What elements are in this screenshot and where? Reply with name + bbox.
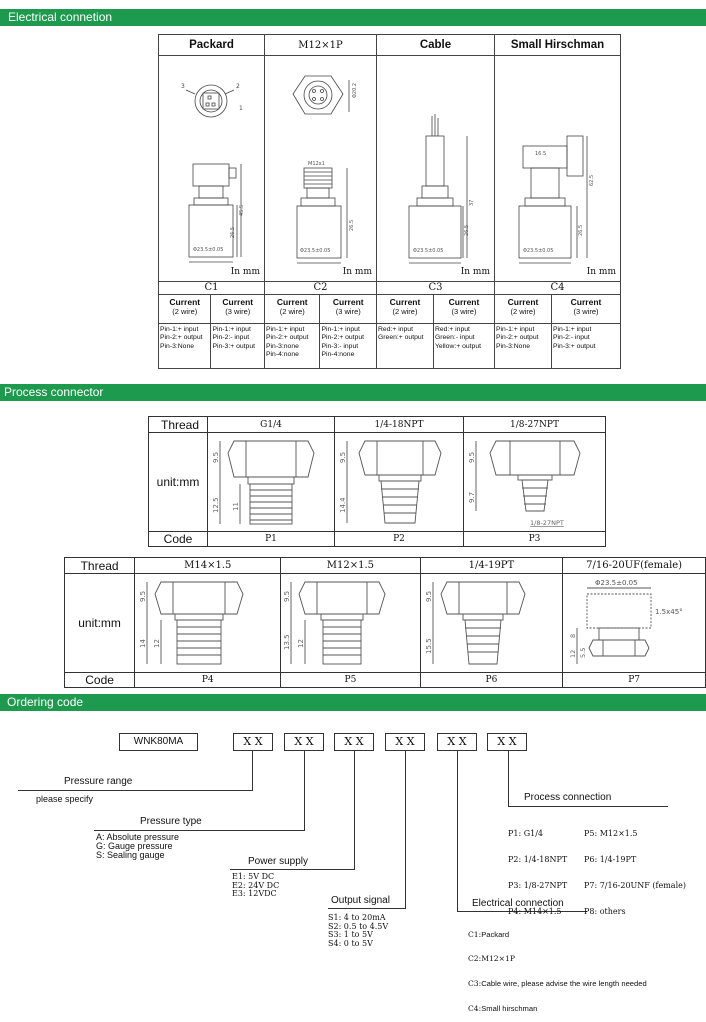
dim-label: 26.5 (578, 224, 584, 236)
dim-label: 15.5 (424, 638, 433, 654)
section-bar-electrical (0, 9, 706, 26)
dim-label: 8 (569, 633, 578, 638)
power-supply-list: E1: 5V DC E2: 24V DC E3: 12VDC (232, 872, 280, 899)
pin-list: Pin-1:+ input Pin-2:+ output Pin-3:None (495, 324, 552, 369)
connector-code-c4: C4 (495, 282, 621, 295)
dim-label: 9.5 (468, 451, 476, 463)
packard-drawing (159, 56, 265, 282)
pressure-range-title: Pressure range (64, 776, 133, 787)
code-p1: P1 (208, 532, 335, 547)
svg-text:2: 2 (236, 83, 240, 90)
m14-fitting-drawing (135, 574, 263, 672)
section-title: Process connector (4, 385, 104, 399)
code-p7: P7 (563, 673, 706, 688)
dim-label: 62.5 (589, 174, 595, 186)
pin-list: Red:+ input Green:+ output (377, 324, 434, 369)
npt18-fitting-drawing (464, 433, 605, 531)
p5-drawing (281, 574, 420, 673)
output-signal-list: S1: 4 to 20mA S2: 0.5 to 4.5V S3: 1 to 5V S4: 0 to 5V (328, 913, 389, 948)
m12-drawing (265, 56, 377, 282)
g14-fitting-drawing (208, 433, 334, 531)
leader-line (94, 830, 305, 831)
hirschman-connector-drawing (495, 56, 620, 281)
code-p2: P2 (335, 532, 464, 547)
dim-label: M12x1 (308, 161, 325, 167)
dim-label: 45.5 (239, 204, 245, 216)
dim-label: 9.5 (424, 590, 433, 602)
dim-label: Φ20.2 (352, 82, 358, 98)
leader-line (457, 751, 458, 912)
npt14-fitting-drawing (335, 433, 463, 531)
connector-code-c2: C2 (265, 282, 377, 295)
process-connection-title: Process connection (524, 792, 612, 803)
code-label: Code (65, 673, 135, 688)
pin-list: Pin-1:+ input Pin-2:- input Pin-3:+ output (552, 324, 621, 369)
code-slot-process: X X (487, 733, 527, 751)
dim-label: 12 (297, 639, 306, 648)
wire-header: Current (2 wire) (265, 295, 320, 324)
dim-label: 26.5 (464, 224, 470, 236)
dim-label: 12.5 (212, 497, 220, 513)
leader-line (405, 751, 406, 909)
packard-connector-drawing (159, 56, 264, 281)
code-slot-type: X X (284, 733, 324, 751)
pt14-fitting-drawing (421, 574, 546, 672)
header-cable: Cable (377, 35, 495, 56)
code-p5: P5 (281, 673, 420, 688)
thread-g14: G1/4 (208, 417, 335, 433)
code-slot-electrical: X X (437, 733, 477, 751)
pressure-type-title: Pressure type (140, 816, 202, 827)
p2-drawing (335, 433, 464, 532)
wire-header: Current (3 wire) (211, 295, 265, 324)
section-bar-ordering (0, 694, 706, 711)
p6-drawing (420, 574, 563, 673)
wire-header: Current (2 wire) (495, 295, 552, 324)
cable-connector-drawing (377, 56, 494, 281)
dim-label: Φ23.5±0.05 (523, 248, 554, 254)
thread-716-20uf: 7/16-20UF(female) (563, 558, 706, 574)
dim-label: 37 (469, 199, 475, 206)
wire-header: Current (2 wire) (377, 295, 434, 324)
dim-label: 26.5 (230, 226, 236, 238)
dim-label: 13.5 (283, 634, 292, 650)
uf716-fitting-drawing (563, 574, 688, 672)
unit-label: In mm (460, 267, 490, 277)
thread-m14: M14×1.5 (135, 558, 281, 574)
code-p4: P4 (135, 673, 281, 688)
header-m12: M12×1P (265, 35, 377, 56)
leader-line (252, 751, 253, 791)
thread-label: Thread (149, 417, 208, 433)
pin-list: Red:+ input Green:- input Yellow:+ output (433, 324, 494, 369)
dim-label: 1.5x45° (655, 608, 683, 616)
header-packard: Packard (159, 35, 265, 56)
dim-label: 5.5 (579, 647, 588, 658)
process-connection-list: P1: G1/4 P5: M12×1.5 P2: 1/4-18NPT P6: 1/4-19PT P3: 1/8-27NPT P7: 7/16-20UNF (female) P4: M14×1.5 P8: others (508, 829, 686, 916)
header-small-hirschman: Small Hirschman (495, 35, 621, 56)
dim-label: 14.4 (339, 497, 347, 513)
thread-14-18npt: 1/4-18NPT (335, 417, 464, 433)
wire-header: Current (3 wire) (552, 295, 621, 324)
p4-drawing (135, 574, 281, 673)
m12-connector-drawing (265, 56, 376, 281)
dim-label: Φ23.5±0.05 (300, 248, 331, 254)
leader-line (508, 806, 668, 807)
code-slot-range: X X (233, 733, 273, 751)
dim-label: 16.5 (535, 151, 547, 157)
model-box: WNK80MA (119, 733, 198, 751)
code-slot-power: X X (334, 733, 374, 751)
leader-line (230, 869, 355, 870)
pin-list: Pin-1:+ input Pin-2:- input Pin-3:+ output (211, 324, 265, 369)
unit-label: In mm (342, 267, 372, 277)
pin-list: Pin-1:+ input Pin-2:+ output Pin-3:None (159, 324, 211, 369)
electrical-connection-title: Electrical connection (472, 898, 564, 909)
leader-line (354, 751, 355, 870)
power-supply-title: Power supply (248, 856, 309, 867)
thread-label: Thread (65, 558, 135, 574)
connector-code-c1: C1 (159, 282, 265, 295)
code-p3: P3 (464, 532, 606, 547)
dim-label: 11 (232, 502, 240, 511)
dim-label: 12 (569, 649, 578, 658)
section-title: Electrical connetion (8, 10, 113, 24)
unit-label: In mm (230, 267, 260, 277)
dim-label: 1/8-27NPT (530, 519, 564, 527)
code-slot-output: X X (385, 733, 425, 751)
wire-header: Current (3 wire) (320, 295, 377, 324)
dim-label: 9.5 (139, 590, 148, 602)
pressure-range-note: please specify (36, 794, 94, 804)
dim-label: 9.7 (468, 491, 476, 503)
unit-label: In mm (586, 267, 616, 277)
wire-header: Current (3 wire) (433, 295, 494, 324)
section-bar-process (0, 384, 706, 401)
thread-14-19pt: 1/4-19PT (420, 558, 563, 574)
leader-line (508, 751, 509, 807)
pin-list: Pin-1:+ input Pin-2:+ output Pin-3:- input Pin-4:none (320, 324, 377, 369)
dim-label: Φ23.5±0.05 (595, 579, 638, 587)
leader-line (328, 908, 406, 909)
thread-18-27npt: 1/8-27NPT (464, 417, 606, 433)
dim-label: 26.5 (349, 219, 355, 231)
pressure-type-list: A: Absolute pressure G: Gauge pressure S: Sealing gauge (96, 832, 180, 860)
cable-drawing (377, 56, 495, 282)
dim-label: 12 (153, 639, 162, 648)
dim-label: 9.5 (212, 451, 220, 463)
p7-drawing (563, 574, 706, 673)
svg-text:1: 1 (239, 105, 243, 112)
electrical-connection-list: C1:Packard C2:M12×1P C3:Cable wire, please advise the wire length needed C4:Small hirschman (468, 929, 647, 1014)
dim-label: 9.5 (283, 590, 292, 602)
connector-code-c3: C3 (377, 282, 495, 295)
unit-label: unit:mm (149, 433, 208, 532)
p1-drawing (208, 433, 335, 532)
electrical-connection-table (158, 34, 621, 369)
wire-header: Current (2 wire) (159, 295, 211, 324)
hirschman-drawing (495, 56, 621, 282)
dim-label: 14 (139, 639, 148, 648)
unit-label: unit:mm (65, 574, 135, 673)
leader-line (304, 751, 305, 831)
process-connector-table-2 (64, 557, 706, 688)
process-connector-table-1 (148, 416, 606, 547)
m12-fitting-drawing (281, 574, 403, 672)
code-label: Code (149, 532, 208, 547)
output-signal-title: Output signal (331, 895, 390, 906)
leader-line (18, 790, 253, 791)
section-title: Ordering code (7, 695, 84, 709)
dim-label: Φ23.5±0.05 (193, 247, 224, 253)
dim-label: 9.5 (339, 451, 347, 463)
svg-text:3: 3 (181, 83, 185, 90)
p3-drawing (464, 433, 606, 532)
pin-list: Pin-1:+ input Pin-2:+ output Pin-3:none Pin-4:none (265, 324, 320, 369)
thread-m12: M12×1.5 (281, 558, 420, 574)
dim-label: Φ23.5±0.05 (413, 248, 444, 254)
code-p6: P6 (420, 673, 563, 688)
